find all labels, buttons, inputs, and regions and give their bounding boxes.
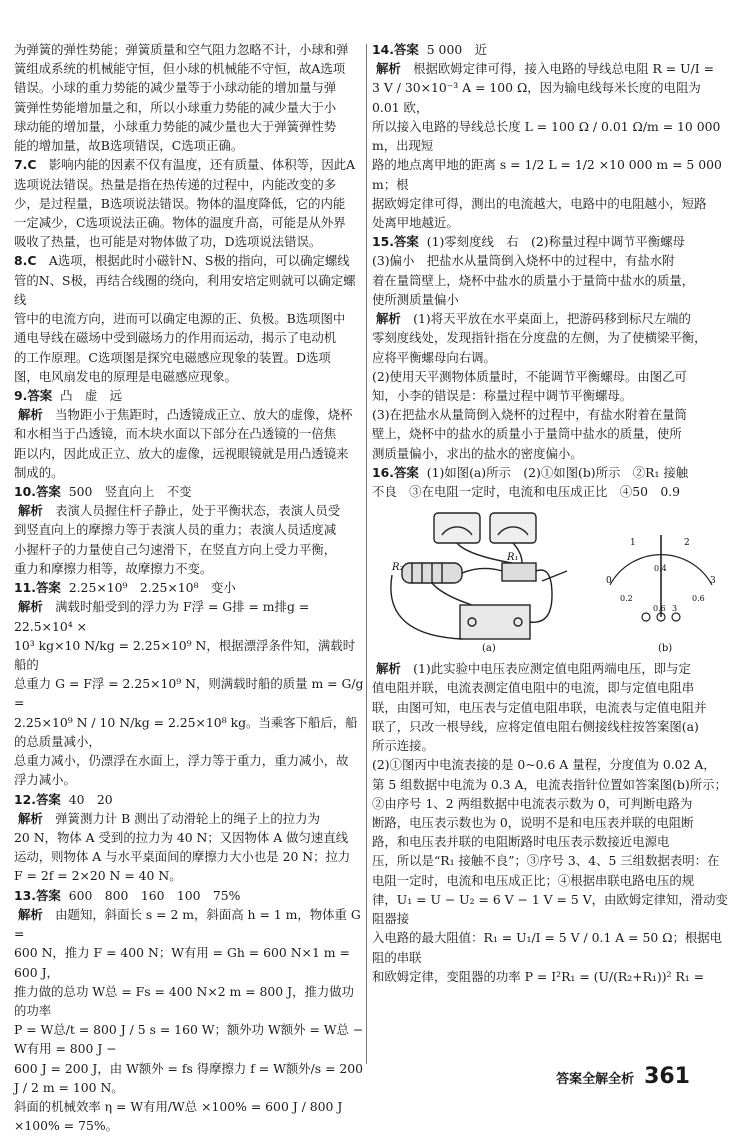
question-9 bbox=[14, 386, 364, 482]
text-line: 600 N，推力 F = 400 N；W有用 = Gh = 600 N×1 m = 600 J， bbox=[14, 945, 350, 980]
circuit-figure bbox=[372, 505, 730, 655]
text-line: 为弹簧的弹性势能；弹簧质量和空气阻力忽略不计，小球和弹 bbox=[14, 42, 349, 57]
text-line: (3)偏小 把盐水从量筒倒入烧杯中的过程中，有盐水附 bbox=[372, 253, 675, 269]
text-line: 错误。小球的重力势能的减少量等于小球动能的增加量与弹 bbox=[14, 80, 337, 96]
text-line: 据欧姆定律可得，测出的电流越大，电路中的电阻越小，短路 bbox=[372, 195, 707, 211]
footer-title: 答案全解全析 bbox=[556, 1072, 635, 1087]
text-line: 的工作原理。C选项图是探究电磁感应现象的装置。D选项 bbox=[14, 349, 331, 365]
answer-label: 答案 bbox=[393, 234, 419, 250]
battery-icon bbox=[460, 605, 530, 639]
text-line: 重力和摩擦力相等，故摩擦力不变。 bbox=[14, 560, 213, 576]
text-line: 着在量筒壁上，烧杯中盐水的质量小于量筒中盐水的质量， bbox=[372, 272, 695, 288]
text-line: 由题知，斜面长 s = 2 m，斜面高 h = 1 m，物体重 G = bbox=[14, 906, 361, 942]
terminal-label: 3 bbox=[672, 604, 678, 614]
text-line: (2)①图丙中电流表接的是 0~0.6 A 量程，分度值为 0.02 A， bbox=[372, 757, 716, 773]
question-number: 12. bbox=[14, 791, 36, 807]
answer-label: 答案 bbox=[35, 484, 61, 500]
answer-value: 600 800 160 100 75% bbox=[68, 887, 241, 903]
page-number: 361 bbox=[644, 1064, 690, 1089]
text-line: 管中的电流方向，进而可以确定电源的正、负极。B选项图中 bbox=[14, 311, 346, 327]
analysis-label: 解析 bbox=[18, 906, 43, 922]
text-line: 律，U₁ = U − U₂ = 6 V − 1 V = 5 V，由欧姆定律知，滑动变阻器接 bbox=[372, 891, 728, 927]
text-line: 电阻一定时，电流和电压成正比；④根据串联电路电压的规 bbox=[372, 872, 695, 888]
question-6-continued bbox=[14, 40, 364, 155]
text-line: 测质量偏小，求出的盐水的密度偏小。 bbox=[372, 445, 583, 461]
text-line: 第 5 组数据中电流为 0.3 A，电流表指针位置如答案图(b)所示； bbox=[372, 776, 727, 792]
answer-value: 2.25×10⁹ 2.25×10⁸ 变小 bbox=[68, 580, 236, 596]
question-10 bbox=[14, 482, 364, 578]
text-line: 斜面的机械效率 η = W有用/W总 ×100% = 600 J / 800 J ×100% = 75%。 bbox=[14, 1099, 343, 1134]
question-13 bbox=[14, 886, 364, 1135]
text-line: 当物距小于焦距时，凸透镜成正立、放大的虚像，烧杯 bbox=[55, 407, 353, 423]
text-line: 簧组成系统的机械能守恒，但小球的机械能不守恒，故A选项 bbox=[14, 61, 346, 77]
text-line: 簧弹性势能增加量之和，所以小球重力势能的减少量大于小 bbox=[14, 99, 337, 115]
text-line: 所示连接。 bbox=[372, 738, 434, 754]
text-line: 入电路的最大阻值：R₁ = U₁/I = 5 V / 0.1 A = 50 Ω；根据电阻的串联 bbox=[372, 930, 723, 965]
text-line: 总重力 G = F浮 = 2.25×10⁹ N，则满载时船的质量 m = G/g = bbox=[14, 676, 364, 711]
text-line: 20 N，物体 A 受到的拉力为 40 N；又因物体 A 做匀速直线 bbox=[14, 829, 349, 845]
text-line: 路的地点离甲地的距离 s = 1/2 L = 1/2 ×10 000 m = 5 000 m；根 bbox=[372, 157, 722, 192]
terminal-icon bbox=[642, 613, 650, 621]
text-line: 总重力减小，仍漂浮在水面上，浮力等于重力，重力减小，故 bbox=[14, 753, 349, 769]
analysis-label: 解析 bbox=[376, 661, 401, 677]
question-11 bbox=[14, 578, 364, 789]
text-line: 一定减少，C选项说法正确。物体的温度升高，可能是从外界 bbox=[14, 214, 346, 230]
text-line: 选项说法错误。热量是指在热传递的过程中，内能改变的多 bbox=[14, 176, 337, 192]
answer-value: 不良 ③在电阻一定时，电流和电压成正比 ④50 0.9 bbox=[372, 484, 681, 500]
text-line: 弹簧测力计 B 测出了动滑轮上的绳子上的拉力为 bbox=[55, 810, 320, 826]
page-footer bbox=[556, 1060, 690, 1094]
figure-b-label: (b) bbox=[658, 643, 673, 655]
question-16 bbox=[372, 463, 730, 986]
question-number: 14. bbox=[372, 42, 394, 57]
text-line: 壁上，烧杯中的盐水的质量小于量筒中盐水的质量，使所 bbox=[372, 426, 682, 442]
question-number: 7.C bbox=[14, 157, 37, 173]
question-number: 16. bbox=[372, 464, 394, 480]
text-line: (2)使用天平测物体质量时，不能调节平衡螺母。由图乙可 bbox=[372, 368, 687, 384]
figure-a-label: (a) bbox=[482, 643, 496, 655]
text-line: 距以内，因此成正立、放大的虚像，远视眼镜就是用凸透镜来 bbox=[14, 445, 349, 461]
text-line: 到竖直向上的摩擦力等于表演人员的重力；表演人员适度减 bbox=[14, 522, 337, 538]
text-line: 使所测质量偏小 bbox=[372, 291, 459, 307]
right-column bbox=[372, 40, 730, 986]
text-line: 10³ kg×10 N/kg = 2.25×10⁹ N，根据漂浮条件知，满载时船的 bbox=[14, 637, 356, 672]
text-line: 少，是过程量，B选项说法错误。物体的温度降低，它的内能 bbox=[14, 195, 346, 211]
meter-tick-minor: 0.4 bbox=[654, 564, 667, 574]
question-7 bbox=[14, 155, 364, 251]
analysis-label: 解析 bbox=[18, 599, 43, 615]
terminal-label: 0.6 bbox=[653, 604, 666, 614]
question-8 bbox=[14, 251, 364, 386]
text-line: 通电导线在磁场中受到磁场力的作用而运动，揭示了电动机 bbox=[14, 330, 337, 346]
analysis-label: 解析 bbox=[376, 311, 401, 327]
voltmeter-icon bbox=[434, 513, 480, 543]
meter-tick: 1 bbox=[630, 538, 636, 549]
text-line: ②由序号 1、2 两组数据中电流表示数为 0，可判断电路为 bbox=[372, 795, 693, 811]
text-line: 应将平衡螺母向右调。 bbox=[372, 349, 496, 365]
question-number: 13. bbox=[14, 887, 36, 903]
text-line: 小握杆子的力量使自己匀速滑下，在竖直方向上受力平衡， bbox=[14, 541, 337, 557]
text-line: 制成的。 bbox=[14, 464, 64, 480]
text-line: 满载时船受到的浮力为 F浮 = G排 = m排g = 22.5×10⁴ × bbox=[14, 599, 310, 634]
text-line: 吸收了热量，也可能是对物体做了功，D选项说法错误。 bbox=[14, 234, 322, 250]
question-number: 9. bbox=[14, 387, 28, 403]
text-line: 2.25×10⁹ N / 10 N/kg = 2.25×10⁸ kg。当乘客下船后，船的总质量减小， bbox=[14, 714, 358, 749]
text-line: 图，电风扇发电的原理是电磁感应现象。 bbox=[14, 368, 238, 384]
text-line: 表演人员握住杆子静止，处于平衡状态，表演人员受 bbox=[55, 503, 341, 519]
answer-value: (1)如图(a)所示 (2)①如图(b)所示 ②R₁ 接触 bbox=[426, 464, 689, 480]
text-line: 所以接入电路的导线总长度 L = 100 Ω / 0.01 Ω/m = 10 000 m，出现短 bbox=[372, 118, 721, 154]
meter-tick: 3 bbox=[710, 576, 716, 587]
text-line: 知，小李的错误是：称量过程中调节平衡螺母。 bbox=[372, 387, 633, 403]
text-line: (1)此实验中电压表应测定值电阻两端电压，即与定 bbox=[413, 661, 691, 677]
text-line: 600 J = 200 J，由 W额外 = fs 得摩擦力 f = W额外/s = 200 J / 2 m = 100 N。 bbox=[14, 1060, 364, 1095]
text-line: 浮力减小。 bbox=[14, 772, 76, 788]
text-line: 和欧姆定律，变阻器的功率 P = I²R₁ = (U/(R₂+R₁))² R₁ = bbox=[372, 968, 705, 984]
question-12 bbox=[14, 790, 364, 886]
figure-a bbox=[391, 513, 567, 639]
question-14 bbox=[372, 40, 730, 232]
text-line: 零刻度线处，发现指针指在分度盘的左侧，为了使横梁平衡， bbox=[372, 330, 707, 346]
text-line: 值电阻并联，电流表测定值电阻中的电流，即与定值电阻串 bbox=[372, 680, 695, 696]
analysis-label: 解析 bbox=[18, 503, 43, 519]
ammeter-icon bbox=[490, 513, 536, 543]
answer-label: 答案 bbox=[35, 887, 61, 903]
answer-label: 答案 bbox=[35, 791, 61, 807]
text-line: 影响内能的因素不仅有温度，还有质量、体积等，因此A bbox=[48, 157, 356, 173]
analysis-label: 解析 bbox=[18, 407, 43, 423]
text-line: F = 2f = 2×20 N = 40 N。 bbox=[14, 868, 182, 884]
analysis-label: 解析 bbox=[376, 61, 401, 77]
figure-label-r1: R₁ bbox=[507, 552, 519, 564]
answer-value: (1)零刻度线 右 (2)称量过程中调节平衡螺母 bbox=[426, 234, 685, 250]
question-15 bbox=[372, 232, 730, 463]
text-line: (1)将天平放在水平桌面上，把游码移到标尺左端的 bbox=[413, 311, 691, 327]
text-line: 管的N、S极，再结合线圈的绕向，利用安培定则就可以确定螺线 bbox=[14, 272, 356, 307]
text-line: A选项，根据此时小磁针N、S极的指向，可以确定螺线 bbox=[48, 253, 350, 269]
text-line: 运动，则物体 A 与水平桌面间的摩擦力大小也是 20 N；拉力 bbox=[14, 849, 351, 865]
text-line: 3 V / 30×10⁻³ A = 100 Ω，因为输电线每米长度的电阻为 0.01 欧， bbox=[372, 80, 701, 115]
meter-tick: 0 bbox=[606, 576, 612, 587]
text-line: 推力做的总功 W总 = Fs = 400 N×2 m = 800 J，推力做功的功率 bbox=[14, 983, 355, 1018]
terminal-icon bbox=[672, 613, 680, 621]
text-line: 和水相当于凸透镜，而木块水面以下部分在凸透镜的一倍焦 bbox=[14, 426, 337, 442]
question-number: 15. bbox=[372, 234, 394, 250]
meter-tick: 2 bbox=[684, 538, 690, 549]
text-line: 球动能的增加量，小球重力势能的减少量也大于弹簧弹性势 bbox=[14, 118, 337, 134]
left-column bbox=[14, 40, 364, 1135]
text-line: 断路，电压表示数也为 0，说明不是和电压表并联的电阻断 bbox=[372, 815, 694, 830]
figure-label-r2: R₂ bbox=[392, 562, 404, 574]
column-divider bbox=[366, 44, 367, 1064]
question-number: 10. bbox=[14, 484, 36, 500]
switch-icon bbox=[542, 571, 567, 581]
answer-value: 5 000 近 bbox=[426, 42, 487, 57]
text-line: 处离甲地越近。 bbox=[372, 214, 459, 230]
question-number: 8.C bbox=[14, 253, 37, 269]
answer-value: 凸 虚 远 bbox=[60, 387, 123, 403]
answer-value: 500 竖直向上 不变 bbox=[68, 484, 192, 500]
analysis-label: 解析 bbox=[18, 810, 43, 826]
answer-label: 答案 bbox=[35, 580, 61, 596]
meter-tick-minor: 0.2 bbox=[620, 594, 633, 604]
answer-label: 答案 bbox=[393, 42, 419, 57]
answer-label: 答案 bbox=[393, 464, 419, 480]
text-line: (3)在把盐水从量筒倒入烧杯的过程中，有盐水附着在量筒 bbox=[372, 407, 687, 423]
resistor-icon bbox=[502, 563, 536, 581]
text-line: 压，所以是“R₁ 接触不良”；③序号 3、4、5 三组数据表明：在 bbox=[372, 853, 720, 869]
question-number: 11. bbox=[14, 580, 36, 596]
answer-value: 40 20 bbox=[68, 791, 113, 807]
text-line: 联，由图可知，电压表与定值电阻串联，电流表与定值电阻并 bbox=[372, 699, 707, 715]
answer-label: 答案 bbox=[27, 387, 53, 403]
text-line: 路，和电压表并联的电阻断路时电压表示数接近电源电 bbox=[372, 834, 670, 850]
text-line: 根据欧姆定律可得，接入电路的导线总电阻 R = U/I = bbox=[413, 61, 714, 77]
text-line: P = W总/t = 800 J / 5 s = 160 W；额外功 W额外 = W总 − W有用 = 800 J − bbox=[14, 1022, 364, 1057]
text-line: 能的增加量，故B选项错误，C选项正确。 bbox=[14, 138, 244, 154]
meter-tick-minor: 0.6 bbox=[692, 594, 705, 604]
text-line: 联了，只改一根导线，应将定值电阻右侧接线柱按答案图(a) bbox=[372, 718, 699, 734]
circuit-diagram-svg bbox=[372, 505, 730, 655]
